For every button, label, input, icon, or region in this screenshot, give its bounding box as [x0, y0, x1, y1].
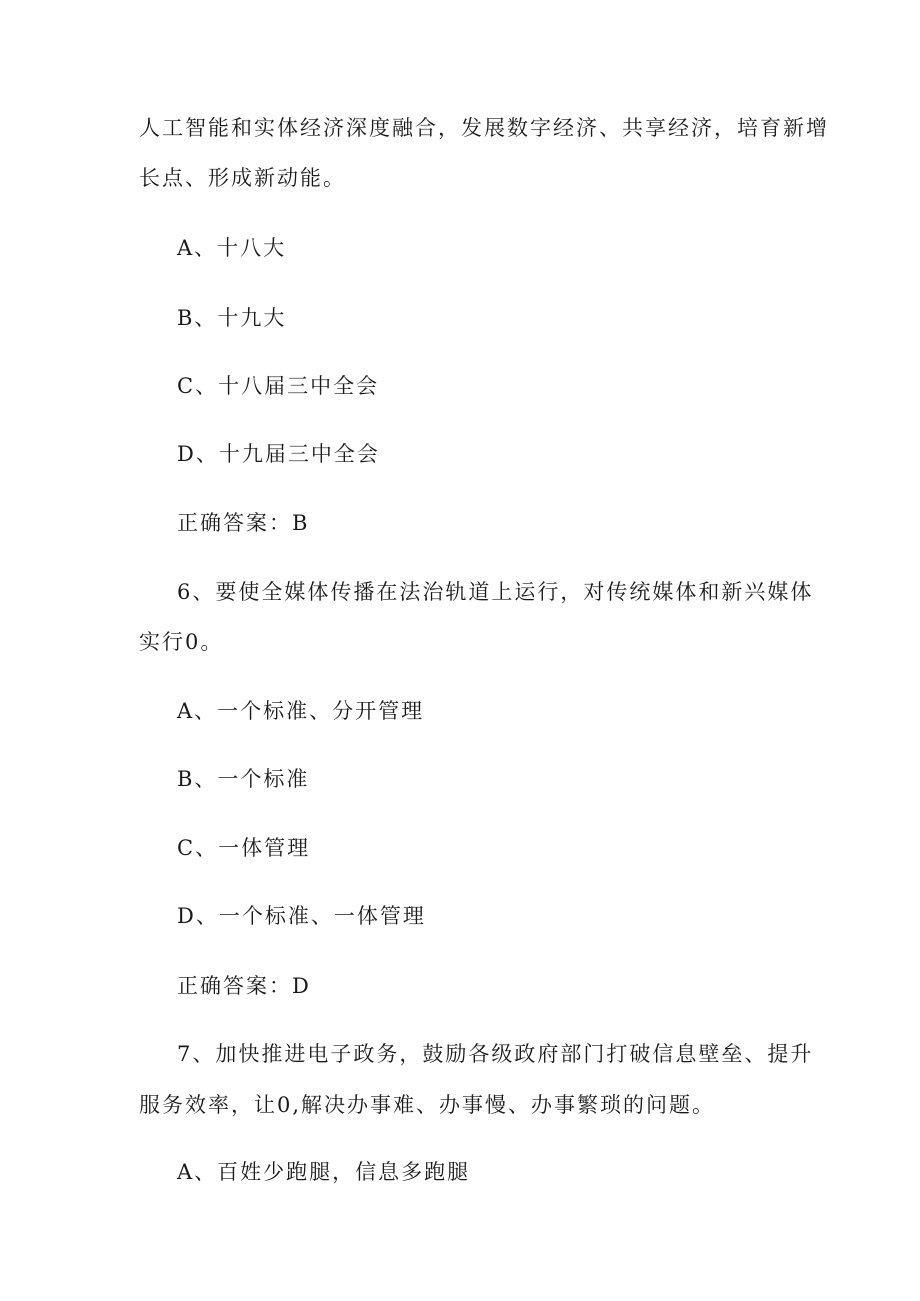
- q6-option-c: C、一体管理: [177, 836, 311, 860]
- q5-option-d: D、十九届三中全会: [177, 442, 380, 466]
- q5-option-b: B、十九大: [177, 306, 287, 330]
- q7-option-a: A、百姓少跑腿，信息多跑腿: [177, 1160, 471, 1184]
- q5-stem-line-1: 人工智能和实体经济深度融合，发展数字经济、共享经济，培育新增: [139, 116, 829, 140]
- q6-option-d: D、一个标准、一体管理: [177, 904, 426, 928]
- q6-stem-line-1: 6、要使全媒体传播在法治轨道上运行，对传统媒体和新兴媒体: [177, 580, 814, 604]
- q6-stem-line-2: 实行0。: [139, 630, 224, 654]
- q6-option-a: A、一个标准、分开管理: [177, 699, 425, 723]
- q5-option-a: A、十八大: [177, 236, 287, 260]
- q6-answer: 正确答案：D: [177, 974, 311, 998]
- q7-stem-line-2: 服务效率，让0,解决办事难、办事慢、办事繁琐的问题。: [139, 1093, 716, 1117]
- q6-option-b: B、一个标准: [177, 767, 310, 791]
- q7-stem-line-1: 7、加快推进电子政务，鼓励各级政府部门打破信息壁垒、提升: [177, 1042, 814, 1066]
- q5-stem-line-2: 长点、形成新动能。: [139, 166, 346, 190]
- q5-option-c: C、十八届三中全会: [177, 374, 380, 398]
- q5-answer: 正确答案：B: [177, 511, 310, 535]
